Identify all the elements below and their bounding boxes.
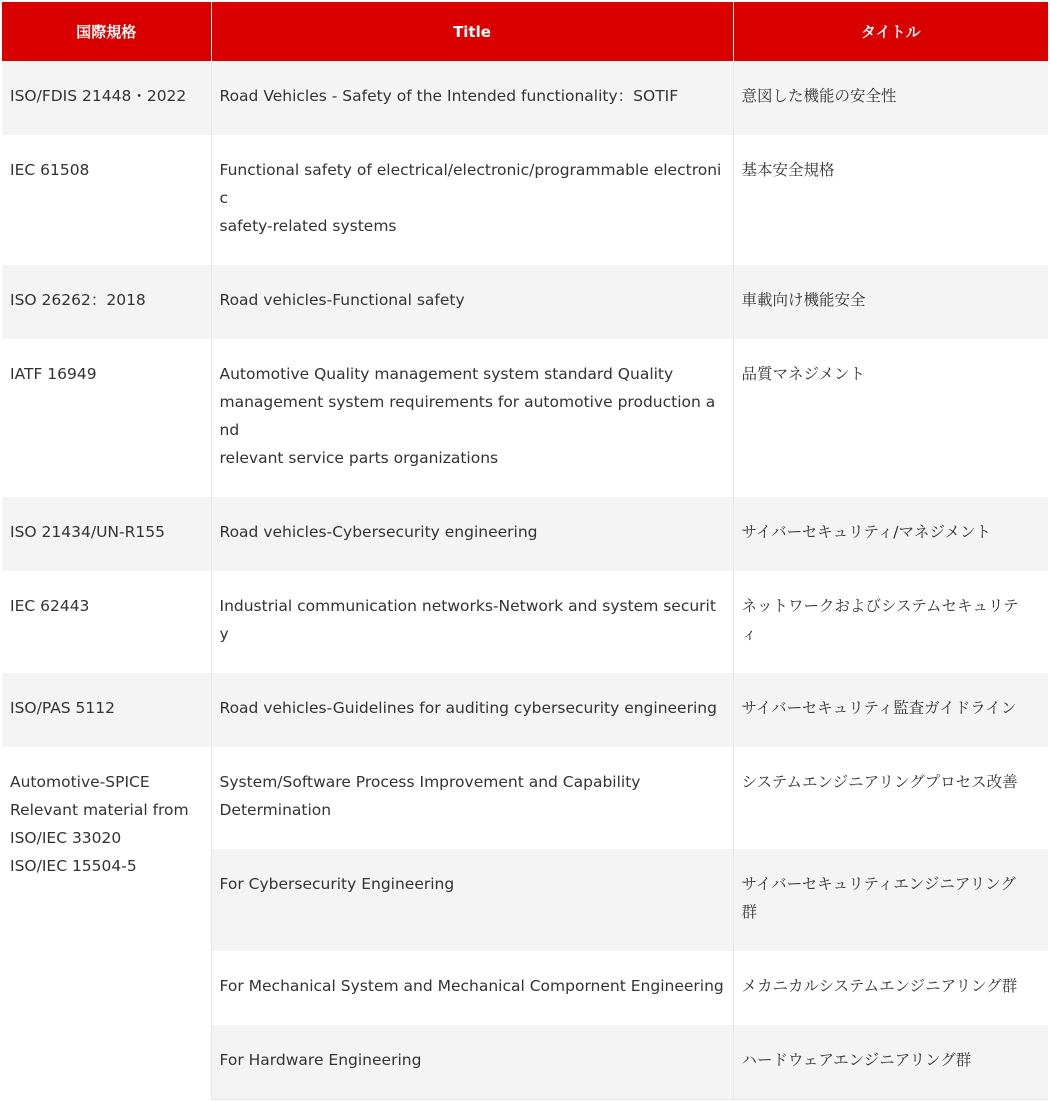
title-cell: System/Software Process Improvement and Capability Determination [211, 747, 733, 849]
title-cell: For Mechanical System and Mechanical Compornent Engineering [211, 951, 733, 1025]
table-row [2, 747, 1048, 849]
title-cell: Automotive Quality management system standard Quality management system requirements for automotive production a nd relevant service parts organizations [211, 339, 733, 497]
header-row [2, 2, 1048, 61]
title-ja-cell: ネットワークおよびシステムセキュリテ ィ [733, 571, 1048, 673]
standard-cell: ISO 26262：2018 [2, 265, 211, 339]
header-title: Title [211, 2, 733, 61]
title-ja-cell: サイバーセキュリティ監査ガイドライン [733, 673, 1048, 747]
header-title-ja: タイトル [733, 2, 1048, 61]
standard-cell: ISO/PAS 5112 [2, 673, 211, 747]
standard-cell: ISO 21434/UN-R155 [2, 497, 211, 571]
title-ja-cell: 意図した機能の安全性 [733, 61, 1048, 135]
standard-cell: IEC 62443 [2, 571, 211, 673]
title-cell: Road vehicles-Guidelines for auditing cybersecurity engineering [211, 673, 733, 747]
table-row [2, 265, 1048, 339]
title-ja-cell: サイバーセキュリティエンジニアリング 群 [733, 849, 1048, 951]
standard-cell: IATF 16949 [2, 339, 211, 497]
title-cell: Road Vehicles - Safety of the Intended functionality：SOTIF [211, 61, 733, 135]
table-row [2, 497, 1048, 571]
table-row [2, 135, 1048, 265]
title-cell: Road vehicles-Functional safety [211, 265, 733, 339]
title-ja-cell: 基本安全規格 [733, 135, 1048, 265]
title-ja-cell: システムエンジニアリングプロセス改善 [733, 747, 1048, 849]
table-row [2, 673, 1048, 747]
table-row [2, 339, 1048, 497]
standard-cell: ISO/FDIS 21448・2022 [2, 61, 211, 135]
table-row [2, 571, 1048, 673]
title-ja-cell: メカニカルシステムエンジニアリング群 [733, 951, 1048, 1025]
title-cell: For Cybersecurity Engineering [211, 849, 733, 951]
title-cell: For Hardware Engineering [211, 1025, 733, 1099]
title-ja-cell: ハードウェアエンジニアリング群 [733, 1025, 1048, 1099]
standards-table [2, 2, 1048, 1100]
header-international-standard: 国際規格 [2, 2, 211, 61]
title-cell: Functional safety of electrical/electronic/programmable electroni c safety-related systems [211, 135, 733, 265]
title-ja-cell: サイバーセキュリティ/マネジメント [733, 497, 1048, 571]
table-row [2, 61, 1048, 135]
standard-cell: Automotive-SPICE Relevant material from ISO/IEC 33020 ISO/IEC 15504-5 [2, 747, 211, 1099]
title-ja-cell: 品質マネジメント [733, 339, 1048, 497]
title-cell: Road vehicles-Cybersecurity engineering [211, 497, 733, 571]
title-ja-cell: 車載向け機能安全 [733, 265, 1048, 339]
standard-cell: IEC 61508 [2, 135, 211, 265]
title-cell: Industrial communication networks-Network and system securit y [211, 571, 733, 673]
